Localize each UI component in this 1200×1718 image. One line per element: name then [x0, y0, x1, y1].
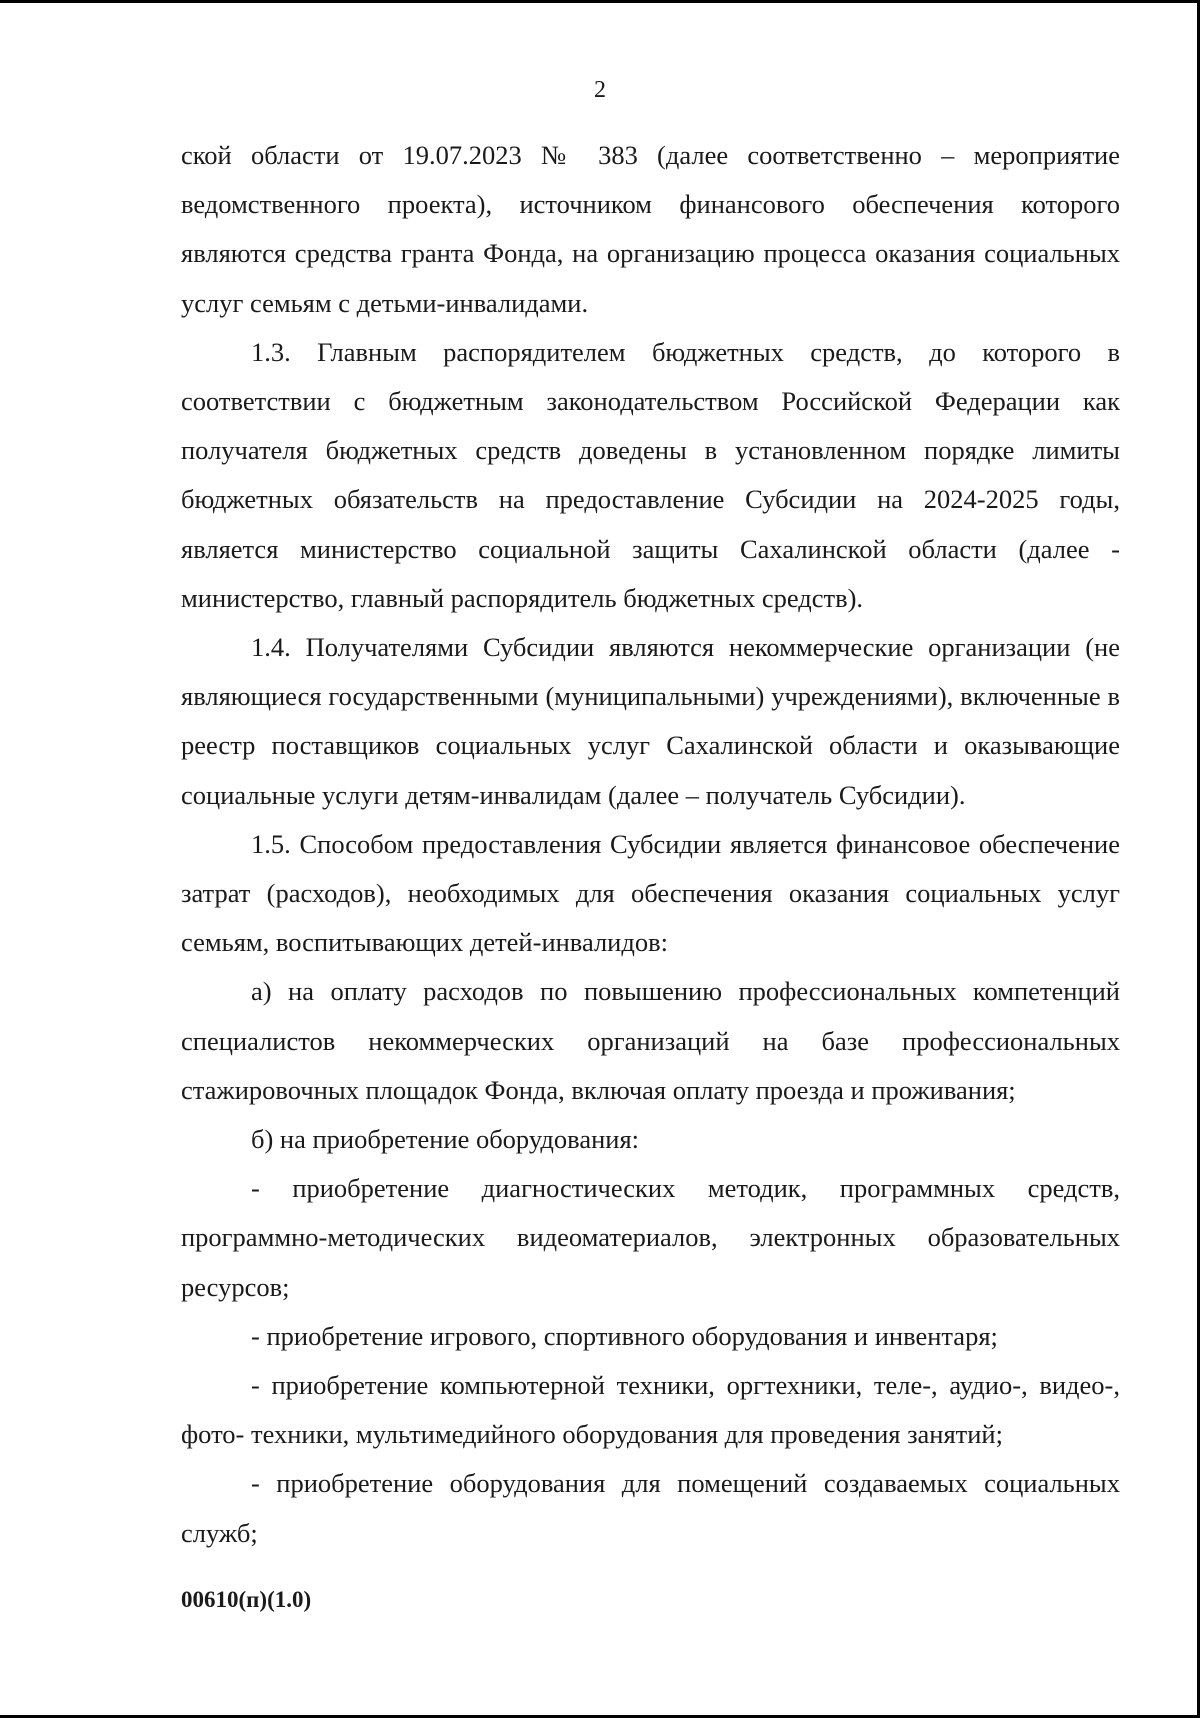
document-code: 00610(п)(1.0)	[181, 1587, 312, 1612]
item-b: б) на приобретение оборудования:	[251, 1124, 639, 1155]
paragraph-1-3: 1.3. Главным распорядителем бюджетных средств, до которого в соответствии с бюджетным законодательством Российской Федерации как получателя бюджетных средств доведены в установленном порядке лимиты бюджетных обязательств на предоставление Субсидии на 2024-2025 годы, является министерство социальной защиты Сахалинской области (далее - министерство, главный распорядитель бюджетных средств).	[181, 336, 1120, 613]
item-a: а) на оплату расходов по повышению профессиональных компетенций специалистов некоммерческих организаций на базе профессиональных стажировочных площадок Фонда, включая оплату проезда и проживания;	[181, 976, 1120, 1105]
list-item-premises-equipment: - приобретение оборудования для помещений создаваемых социальных служб;	[181, 1468, 1120, 1548]
document-body	[181, 131, 1120, 1558]
list-item-sports-equipment: - приобретение игрового, спортивного оборудования и инвентаря;	[251, 1320, 998, 1351]
page-number: 2	[594, 77, 606, 103]
list-item-computer-equipment: - приобретение компьютерной техники, оргтехники, теле-, аудио-, видео-, фото- техники, мультимедийного оборудования для проведения занятий;	[181, 1370, 1120, 1450]
scan-border-top	[0, 0, 1200, 3]
paragraph-1-5: 1.5. Способом предоставления Субсидии является финансовое обеспечение затрат (расходов), необходимых для обеспечения оказания социальных услуг семьям, воспитывающих детей-инвалидов:	[181, 828, 1120, 958]
paragraph-1-4: 1.4. Получателями Субсидии являются некоммерческие организации (не являющиеся государственными (муниципальными) учреждениями), включенные в реестр поставщиков социальных услуг Сахалинской области и оказывающие социальные услуги детям-инвалидам (далее – получатель Субсидии).	[181, 632, 1120, 810]
paragraph-continuation: ской области от 19.07.2023 № 383 (далее соответственно – мероприятие ведомственного проекта), источником финансового обеспечения которого являются средства гранта Фонда, на организацию процесса оказания социальных услуг семьям с детьми-инвалидами.	[181, 140, 1120, 318]
list-item-diagnostics: - приобретение диагностических методик, программных средств, программно-методических видеоматериалов, электронных образовательных ресурсов;	[181, 1173, 1120, 1302]
